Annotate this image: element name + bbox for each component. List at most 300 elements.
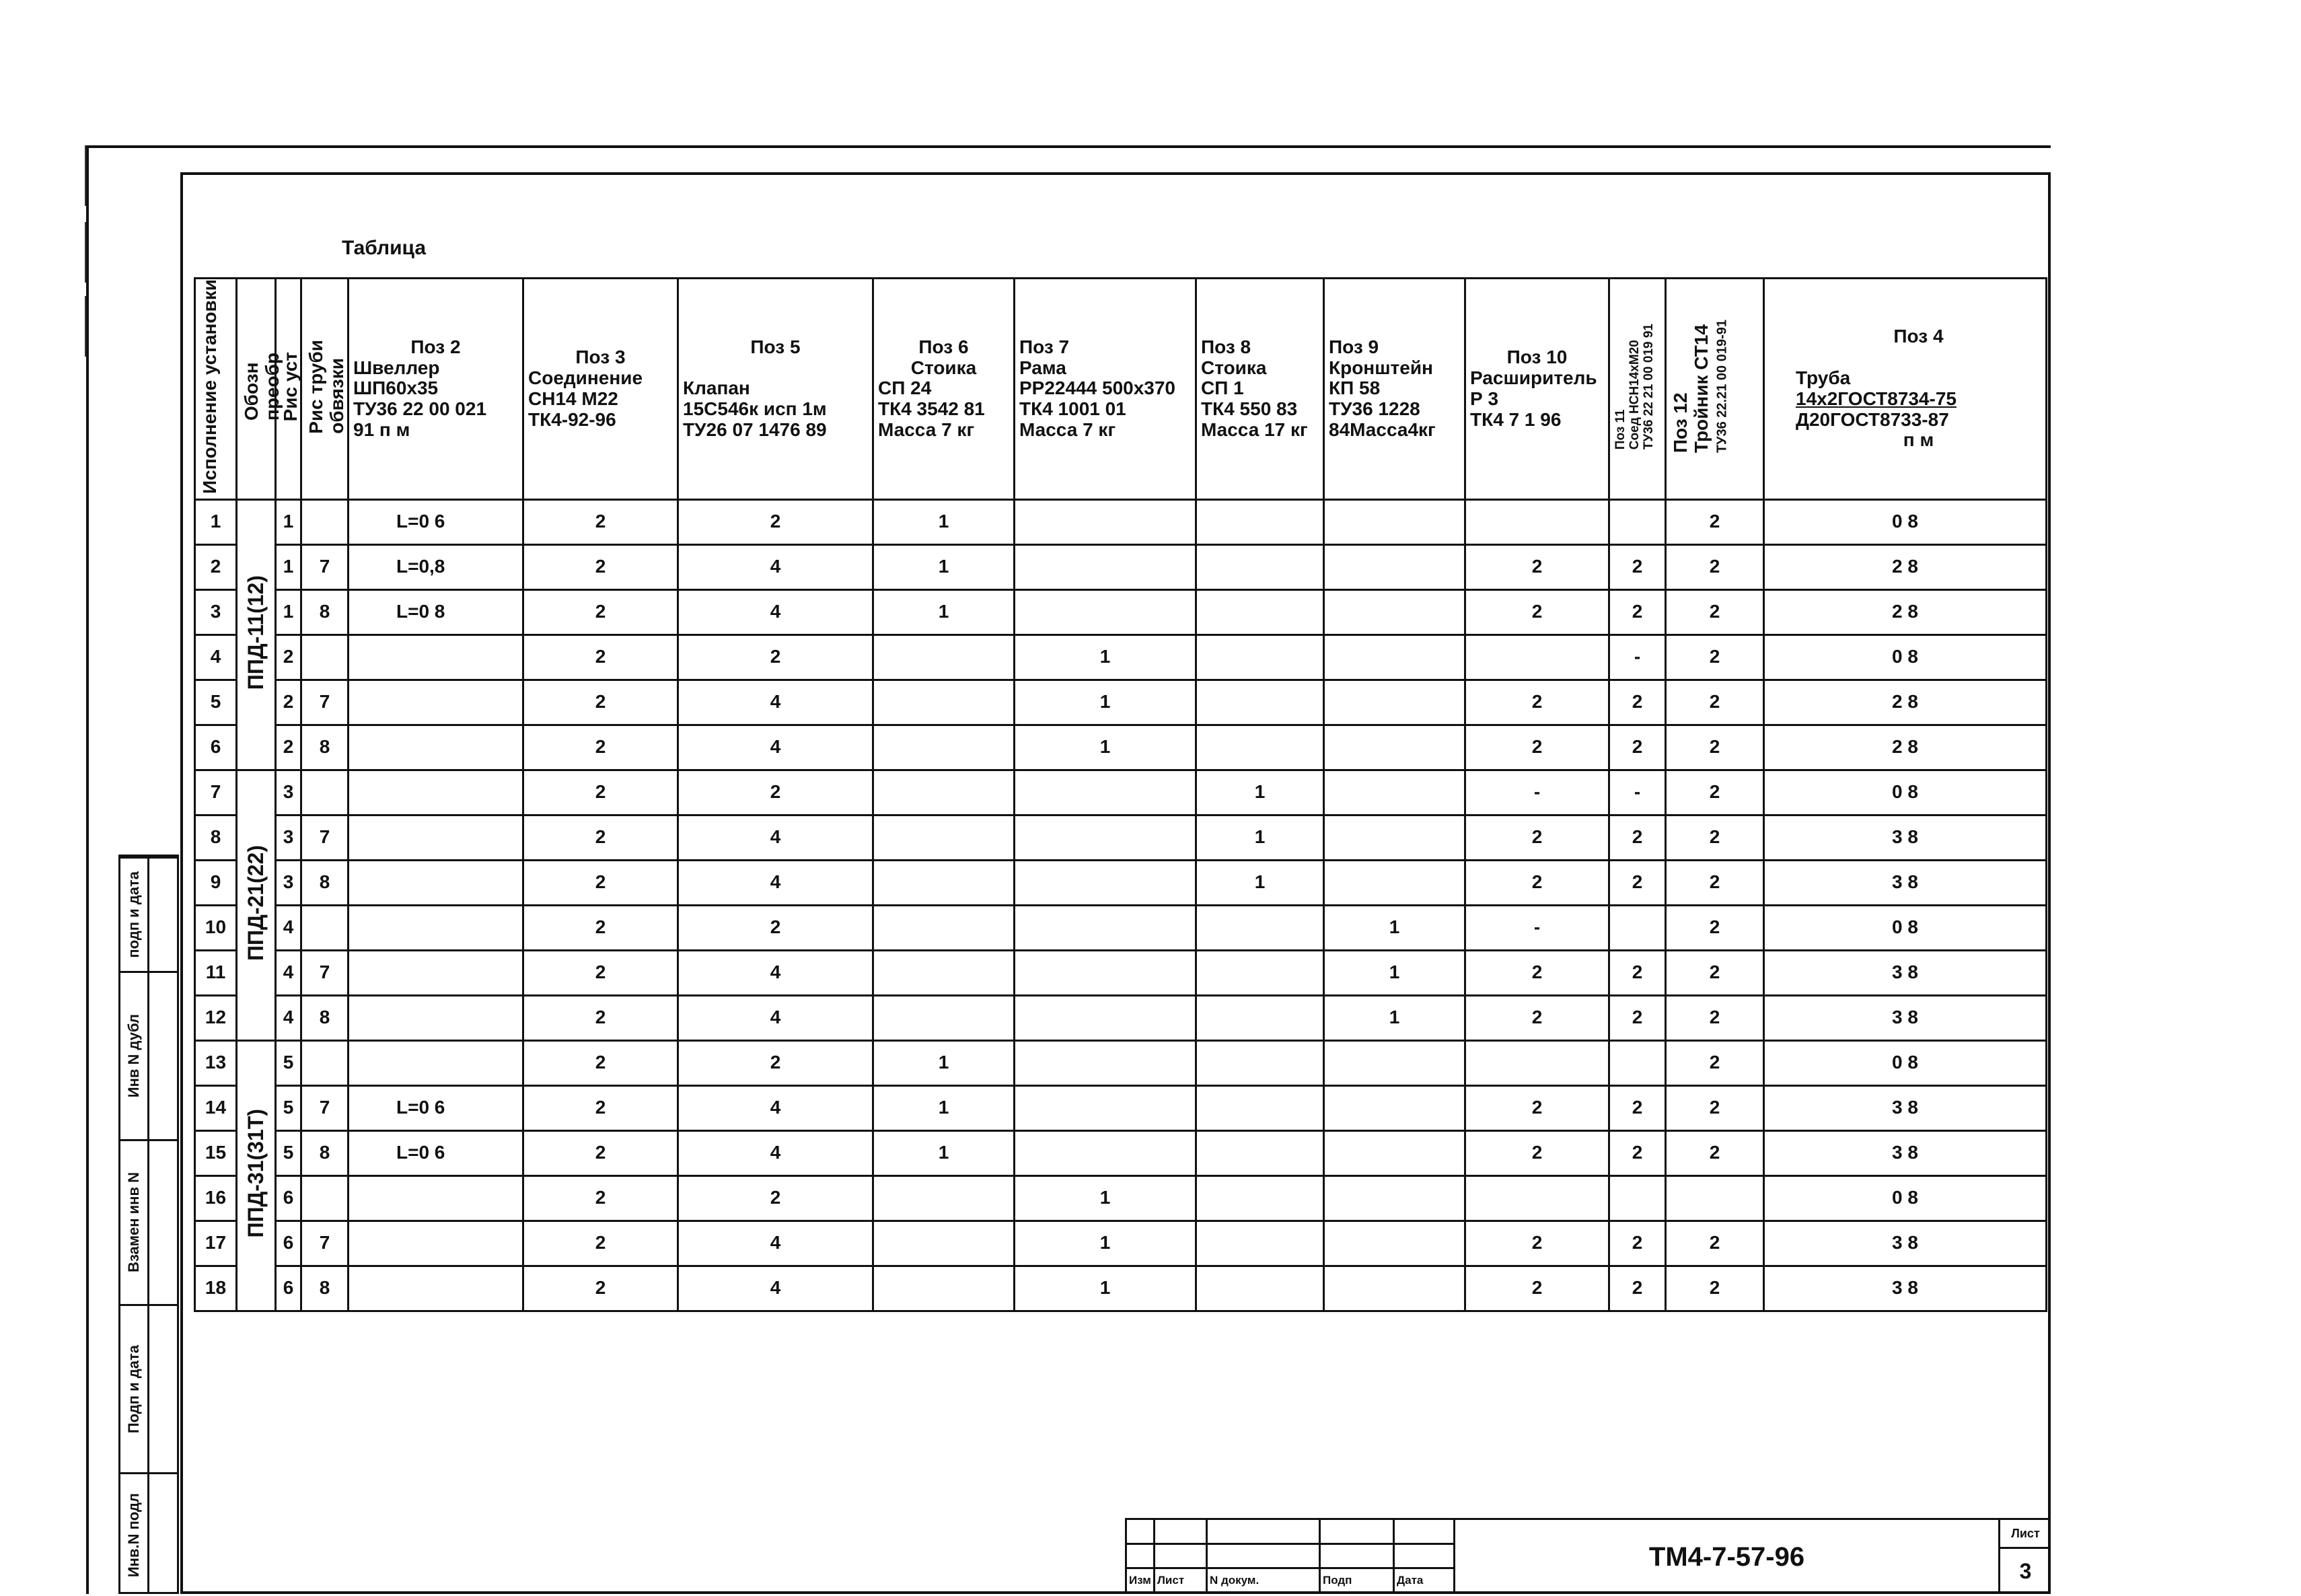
document-code: ТМ4-7-57-96 bbox=[1453, 1518, 1998, 1594]
cell-poz3: 2 bbox=[523, 1130, 678, 1175]
table-row bbox=[195, 1130, 2047, 1175]
cell-poz2 bbox=[349, 1040, 523, 1085]
cell-poz2 bbox=[349, 634, 523, 680]
table-body bbox=[195, 499, 2047, 1311]
cell-poz11: 2 bbox=[1609, 589, 1666, 634]
row-number: 10 bbox=[195, 905, 237, 950]
cell-poz5: 4 bbox=[678, 680, 873, 725]
cell-ris-ust: 5 bbox=[276, 1085, 301, 1130]
cell-poz7 bbox=[1015, 589, 1196, 634]
cell-poz7 bbox=[1015, 1130, 1196, 1175]
row-number: 17 bbox=[195, 1221, 237, 1266]
cell-poz8 bbox=[1196, 589, 1324, 634]
cell-poz12: 2 bbox=[1666, 1221, 1764, 1266]
margin-mark bbox=[85, 296, 86, 357]
cell-poz4: 2 8 bbox=[1764, 680, 2047, 725]
cell-ris-ust: 3 bbox=[276, 770, 301, 815]
cell-poz5: 4 bbox=[678, 544, 873, 589]
cell-poz4: 2 8 bbox=[1764, 725, 2047, 770]
header-poz4: Поз 4 Труба 14х2ГОСТ8734-75 Д20ГОСТ8733-87 п м bbox=[1764, 279, 2047, 500]
header-poz12: Поз 12 Тройник СТ14 ТУ36 22.21 00 019-91 bbox=[1666, 279, 1764, 500]
cell-poz7 bbox=[1015, 950, 1196, 995]
cell-poz11 bbox=[1609, 905, 1666, 950]
sheet-number-box bbox=[1998, 1518, 2051, 1594]
cell-poz3: 2 bbox=[523, 860, 678, 905]
cell-poz10: 2 bbox=[1465, 544, 1609, 589]
cell-poz9 bbox=[1324, 1221, 1465, 1266]
cell-ris-trub: 8 bbox=[301, 995, 349, 1040]
cell-poz5: 4 bbox=[678, 860, 873, 905]
cell-ris-ust: 6 bbox=[276, 1175, 301, 1221]
cell-poz9 bbox=[1324, 634, 1465, 680]
group-label: ППД-11(12) bbox=[237, 499, 276, 770]
cell-poz11: 2 bbox=[1609, 860, 1666, 905]
cell-poz11: 2 bbox=[1609, 950, 1666, 995]
cell-ris-trub: 8 bbox=[301, 589, 349, 634]
cell-poz7: 1 bbox=[1015, 1266, 1196, 1311]
cell-poz8 bbox=[1196, 1130, 1324, 1175]
row-number: 3 bbox=[195, 589, 237, 634]
table-row bbox=[195, 995, 2047, 1040]
table-row bbox=[195, 1266, 2047, 1311]
cell-poz8: 1 bbox=[1196, 860, 1324, 905]
header-poz9: Поз 9 Кронштейн КП 58 ТУ36 1228 84Масса4кг bbox=[1324, 279, 1465, 500]
cell-poz8: 1 bbox=[1196, 770, 1324, 815]
cell-poz7 bbox=[1015, 544, 1196, 589]
cell-poz12: 2 bbox=[1666, 770, 1764, 815]
cell-poz6 bbox=[873, 860, 1015, 905]
cell-poz6 bbox=[873, 634, 1015, 680]
cell-poz5: 4 bbox=[678, 589, 873, 634]
cell-poz6: 1 bbox=[873, 1040, 1015, 1085]
cell-poz3: 2 bbox=[523, 499, 678, 544]
cell-poz6 bbox=[873, 1221, 1015, 1266]
cell-poz6 bbox=[873, 680, 1015, 725]
cell-poz11: 2 bbox=[1609, 680, 1666, 725]
cell-ris-ust: 3 bbox=[276, 815, 301, 860]
header-ris-trub: Рис труби обвязки bbox=[301, 279, 349, 500]
margin-mark bbox=[85, 145, 86, 206]
cell-poz2 bbox=[349, 815, 523, 860]
cell-poz7 bbox=[1015, 1040, 1196, 1085]
cell-ris-trub: 7 bbox=[301, 1085, 349, 1130]
group-label: ППД-21(22) bbox=[237, 770, 276, 1040]
cell-ris-trub bbox=[301, 1175, 349, 1221]
cell-ris-ust: 2 bbox=[276, 725, 301, 770]
cell-poz3: 2 bbox=[523, 905, 678, 950]
cell-poz8 bbox=[1196, 1266, 1324, 1311]
cell-poz12: 2 bbox=[1666, 589, 1764, 634]
cell-poz5: 4 bbox=[678, 1130, 873, 1175]
cell-poz6: 1 bbox=[873, 1085, 1015, 1130]
cell-ris-trub bbox=[301, 770, 349, 815]
cell-poz9 bbox=[1324, 1266, 1465, 1311]
cell-ris-trub: 8 bbox=[301, 1130, 349, 1175]
cell-poz2 bbox=[349, 680, 523, 725]
cell-poz9: 1 bbox=[1324, 950, 1465, 995]
cell-poz8 bbox=[1196, 725, 1324, 770]
table-row bbox=[195, 589, 2047, 634]
cell-poz3: 2 bbox=[523, 1266, 678, 1311]
cell-poz12: 2 bbox=[1666, 544, 1764, 589]
cell-poz10: 2 bbox=[1465, 589, 1609, 634]
cell-poz10 bbox=[1465, 499, 1609, 544]
header-poz10: Поз 10 Расширитель Р 3 ТК4 7 1 96 bbox=[1465, 279, 1609, 500]
tb-cell bbox=[1394, 1519, 1455, 1544]
sheet-label: Лист bbox=[2000, 1520, 2051, 1549]
tb-cell bbox=[1126, 1544, 1155, 1568]
cell-poz8 bbox=[1196, 995, 1324, 1040]
cell-poz6 bbox=[873, 905, 1015, 950]
cell-ris-ust: 6 bbox=[276, 1266, 301, 1311]
table-row bbox=[195, 1175, 2047, 1221]
cell-poz2 bbox=[349, 995, 523, 1040]
cell-poz10: - bbox=[1465, 905, 1609, 950]
cell-poz9 bbox=[1324, 680, 1465, 725]
tb-cell bbox=[1155, 1519, 1207, 1544]
header-poz6: Поз 6 Стоика СП 24 ТК4 3542 81 Масса 7 кг bbox=[873, 279, 1015, 500]
cell-poz8 bbox=[1196, 1175, 1324, 1221]
cell-poz2: L=0 8 bbox=[349, 589, 523, 634]
cell-ris-trub: 7 bbox=[301, 544, 349, 589]
cell-poz4: 0 8 bbox=[1764, 1040, 2047, 1085]
cell-poz9 bbox=[1324, 770, 1465, 815]
cell-poz12: 2 bbox=[1666, 499, 1764, 544]
cell-poz12: 2 bbox=[1666, 1130, 1764, 1175]
title-block-grid bbox=[1125, 1518, 1455, 1594]
cell-poz9 bbox=[1324, 725, 1465, 770]
cell-poz10 bbox=[1465, 634, 1609, 680]
cell-poz12: 2 bbox=[1666, 905, 1764, 950]
cell-poz3: 2 bbox=[523, 950, 678, 995]
cell-poz5: 4 bbox=[678, 1266, 873, 1311]
cell-poz4: 0 8 bbox=[1764, 770, 2047, 815]
header-ispolnenie: Исполнение установки bbox=[195, 279, 237, 500]
cell-poz2 bbox=[349, 1221, 523, 1266]
cell-poz9 bbox=[1324, 589, 1465, 634]
tb-label-data: Дата bbox=[1394, 1568, 1455, 1593]
cell-poz3: 2 bbox=[523, 815, 678, 860]
cell-ris-trub: 7 bbox=[301, 1221, 349, 1266]
cell-poz4: 0 8 bbox=[1764, 634, 2047, 680]
header-oboznachenie: Обозн преобр bbox=[237, 279, 276, 500]
tb-label-izm: Изм bbox=[1126, 1568, 1155, 1593]
cell-poz12: 2 bbox=[1666, 1040, 1764, 1085]
cell-poz3: 2 bbox=[523, 725, 678, 770]
cell-poz9: 1 bbox=[1324, 995, 1465, 1040]
row-number: 9 bbox=[195, 860, 237, 905]
cell-poz5: 2 bbox=[678, 1175, 873, 1221]
cell-poz10: 2 bbox=[1465, 725, 1609, 770]
approval-sidebar bbox=[118, 855, 179, 1594]
cell-poz4: 0 8 bbox=[1764, 905, 2047, 950]
group-label: ППД-31(31Т) bbox=[237, 1040, 276, 1311]
cell-poz9 bbox=[1324, 815, 1465, 860]
cell-poz11 bbox=[1609, 1175, 1666, 1221]
cell-poz12 bbox=[1666, 1175, 1764, 1221]
cell-ris-trub: 8 bbox=[301, 860, 349, 905]
table-row bbox=[195, 815, 2047, 860]
cell-poz3: 2 bbox=[523, 634, 678, 680]
cell-poz10: 2 bbox=[1465, 995, 1609, 1040]
cell-poz7 bbox=[1015, 995, 1196, 1040]
cell-poz7: 1 bbox=[1015, 725, 1196, 770]
cell-poz12: 2 bbox=[1666, 860, 1764, 905]
cell-poz12: 2 bbox=[1666, 680, 1764, 725]
cell-poz3: 2 bbox=[523, 1221, 678, 1266]
cell-poz6: 1 bbox=[873, 499, 1015, 544]
cell-poz12: 2 bbox=[1666, 1266, 1764, 1311]
header-poz11: Поз 11 Соед НСН14хМ20 ТУ36 22 21 00 019 91 bbox=[1609, 279, 1666, 500]
table-row bbox=[195, 725, 2047, 770]
header-poz7: Поз 7 Рама РР22444 500х370 ТК4 1001 01 Масса 7 кг bbox=[1015, 279, 1196, 500]
sidebar-cell: подп и дата bbox=[120, 857, 177, 971]
row-number: 6 bbox=[195, 725, 237, 770]
cell-poz6 bbox=[873, 815, 1015, 860]
cell-poz7: 1 bbox=[1015, 1221, 1196, 1266]
cell-poz10: 2 bbox=[1465, 1085, 1609, 1130]
tb-cell bbox=[1155, 1544, 1207, 1568]
table-row bbox=[195, 544, 2047, 589]
sidebar-cell: Инв N дубл bbox=[120, 971, 177, 1139]
cell-ris-trub: 8 bbox=[301, 725, 349, 770]
cell-poz4: 2 8 bbox=[1764, 544, 2047, 589]
specification-table bbox=[194, 277, 2047, 1312]
cell-poz11: 2 bbox=[1609, 725, 1666, 770]
table-row bbox=[195, 1085, 2047, 1130]
cell-poz8 bbox=[1196, 499, 1324, 544]
header-poz2: Поз 2 Швеллер ШП60х35 ТУ36 22 00 021 91 п м bbox=[349, 279, 523, 500]
sidebar-cell: Подп и дата bbox=[120, 1304, 177, 1472]
cell-poz8 bbox=[1196, 1221, 1324, 1266]
cell-poz4: 0 8 bbox=[1764, 499, 2047, 544]
cell-poz6 bbox=[873, 725, 1015, 770]
cell-poz5: 4 bbox=[678, 725, 873, 770]
cell-ris-trub bbox=[301, 634, 349, 680]
row-number: 13 bbox=[195, 1040, 237, 1085]
cell-poz4: 3 8 bbox=[1764, 815, 2047, 860]
table-row bbox=[195, 1040, 2047, 1085]
cell-poz4: 2 8 bbox=[1764, 589, 2047, 634]
cell-poz5: 4 bbox=[678, 1085, 873, 1130]
cell-poz6 bbox=[873, 770, 1015, 815]
cell-poz7: 1 bbox=[1015, 680, 1196, 725]
cell-poz11: 2 bbox=[1609, 995, 1666, 1040]
cell-poz2 bbox=[349, 770, 523, 815]
row-number: 15 bbox=[195, 1130, 237, 1175]
cell-poz7 bbox=[1015, 815, 1196, 860]
cell-poz11: 2 bbox=[1609, 1221, 1666, 1266]
cell-poz3: 2 bbox=[523, 544, 678, 589]
cell-poz8 bbox=[1196, 1040, 1324, 1085]
cell-poz6 bbox=[873, 1175, 1015, 1221]
tb-cell bbox=[1207, 1544, 1320, 1568]
cell-ris-trub bbox=[301, 905, 349, 950]
cell-poz5: 2 bbox=[678, 634, 873, 680]
cell-poz9 bbox=[1324, 1130, 1465, 1175]
tb-cell bbox=[1394, 1544, 1455, 1568]
tb-label-ndokum: N докум. bbox=[1207, 1568, 1320, 1593]
row-number: 1 bbox=[195, 499, 237, 544]
sidebar-cell: Инв.N подл bbox=[120, 1472, 177, 1596]
cell-ris-ust: 3 bbox=[276, 860, 301, 905]
cell-ris-ust: 4 bbox=[276, 995, 301, 1040]
tb-cell bbox=[1320, 1519, 1394, 1544]
cell-poz7 bbox=[1015, 1085, 1196, 1130]
cell-poz5: 4 bbox=[678, 995, 873, 1040]
cell-poz5: 2 bbox=[678, 1040, 873, 1085]
cell-ris-ust: 6 bbox=[276, 1221, 301, 1266]
cell-poz12: 2 bbox=[1666, 634, 1764, 680]
cell-poz7 bbox=[1015, 770, 1196, 815]
table-row bbox=[195, 1221, 2047, 1266]
tb-cell bbox=[1207, 1519, 1320, 1544]
table-row bbox=[195, 905, 2047, 950]
cell-ris-ust: 2 bbox=[276, 680, 301, 725]
tb-cell bbox=[1320, 1544, 1394, 1568]
cell-poz6: 1 bbox=[873, 1130, 1015, 1175]
cell-poz8 bbox=[1196, 950, 1324, 995]
cell-ris-trub: 7 bbox=[301, 950, 349, 995]
cell-ris-ust: 5 bbox=[276, 1130, 301, 1175]
cell-poz6 bbox=[873, 950, 1015, 995]
margin-mark bbox=[85, 222, 86, 283]
cell-poz10 bbox=[1465, 1040, 1609, 1085]
cell-poz2: L=0,8 bbox=[349, 544, 523, 589]
cell-poz7: 1 bbox=[1015, 1175, 1196, 1221]
cell-poz4: 0 8 bbox=[1764, 1175, 2047, 1221]
row-number: 18 bbox=[195, 1266, 237, 1311]
cell-poz9 bbox=[1324, 860, 1465, 905]
row-number: 7 bbox=[195, 770, 237, 815]
cell-poz8: 1 bbox=[1196, 815, 1324, 860]
cell-poz10: 2 bbox=[1465, 950, 1609, 995]
cell-ris-ust: 1 bbox=[276, 499, 301, 544]
cell-poz10: 2 bbox=[1465, 1266, 1609, 1311]
sidebar-cell: Взамен инв N bbox=[120, 1139, 177, 1304]
cell-ris-ust: 1 bbox=[276, 544, 301, 589]
row-number: 11 bbox=[195, 950, 237, 995]
row-number: 16 bbox=[195, 1175, 237, 1221]
cell-poz5: 2 bbox=[678, 770, 873, 815]
cell-poz4: 3 8 bbox=[1764, 1085, 2047, 1130]
table-caption: Таблица bbox=[342, 237, 427, 259]
cell-ris-trub: 8 bbox=[301, 1266, 349, 1311]
cell-poz4: 3 8 bbox=[1764, 1130, 2047, 1175]
tb-label-podp: Подп bbox=[1320, 1568, 1394, 1593]
row-number: 5 bbox=[195, 680, 237, 725]
cell-poz6: 1 bbox=[873, 589, 1015, 634]
table-header-row bbox=[195, 279, 2047, 500]
cell-poz7 bbox=[1015, 499, 1196, 544]
cell-poz8 bbox=[1196, 680, 1324, 725]
cell-poz11: 2 bbox=[1609, 815, 1666, 860]
cell-poz11 bbox=[1609, 499, 1666, 544]
tb-label-list: Лист bbox=[1155, 1568, 1207, 1593]
cell-ris-ust: 5 bbox=[276, 1040, 301, 1085]
cell-poz3: 2 bbox=[523, 770, 678, 815]
cell-ris-ust: 4 bbox=[276, 905, 301, 950]
cell-poz5: 4 bbox=[678, 815, 873, 860]
row-number: 4 bbox=[195, 634, 237, 680]
cell-ris-trub: 7 bbox=[301, 680, 349, 725]
cell-poz8 bbox=[1196, 905, 1324, 950]
table-row bbox=[195, 680, 2047, 725]
sheet-number: 3 bbox=[2019, 1559, 2032, 1583]
row-number: 8 bbox=[195, 815, 237, 860]
cell-poz7 bbox=[1015, 860, 1196, 905]
cell-poz9 bbox=[1324, 1175, 1465, 1221]
row-number: 2 bbox=[195, 544, 237, 589]
cell-poz11: 2 bbox=[1609, 1130, 1666, 1175]
cell-poz10 bbox=[1465, 1175, 1609, 1221]
cell-poz3: 2 bbox=[523, 1175, 678, 1221]
cell-poz8 bbox=[1196, 544, 1324, 589]
cell-poz2 bbox=[349, 725, 523, 770]
cell-poz10: 2 bbox=[1465, 680, 1609, 725]
cell-poz3: 2 bbox=[523, 1085, 678, 1130]
row-number: 12 bbox=[195, 995, 237, 1040]
cell-poz8 bbox=[1196, 1085, 1324, 1130]
cell-poz2 bbox=[349, 905, 523, 950]
cell-poz7: 1 bbox=[1015, 634, 1196, 680]
table-row bbox=[195, 499, 2047, 544]
cell-poz4: 3 8 bbox=[1764, 860, 2047, 905]
cell-poz11: 2 bbox=[1609, 1085, 1666, 1130]
cell-poz6 bbox=[873, 1266, 1015, 1311]
cell-poz2: L=0 6 bbox=[349, 1085, 523, 1130]
cell-poz3: 2 bbox=[523, 1040, 678, 1085]
cell-poz3: 2 bbox=[523, 589, 678, 634]
cell-poz2 bbox=[349, 1266, 523, 1311]
cell-poz2 bbox=[349, 860, 523, 905]
cell-ris-ust: 1 bbox=[276, 589, 301, 634]
cell-ris-trub bbox=[301, 499, 349, 544]
cell-poz5: 2 bbox=[678, 499, 873, 544]
cell-poz5: 2 bbox=[678, 905, 873, 950]
cell-poz6: 1 bbox=[873, 544, 1015, 589]
cell-ris-ust: 4 bbox=[276, 950, 301, 995]
cell-poz10: 2 bbox=[1465, 860, 1609, 905]
cell-poz12: 2 bbox=[1666, 725, 1764, 770]
table-row bbox=[195, 860, 2047, 905]
row-number: 14 bbox=[195, 1085, 237, 1130]
header-poz3: Поз 3 Соединение СН14 М22 ТК4-92-96 bbox=[523, 279, 678, 500]
cell-poz12: 2 bbox=[1666, 995, 1764, 1040]
cell-poz2: L=0 6 bbox=[349, 499, 523, 544]
cell-poz3: 2 bbox=[523, 680, 678, 725]
cell-poz2 bbox=[349, 1175, 523, 1221]
cell-poz9 bbox=[1324, 544, 1465, 589]
cell-ris-ust: 2 bbox=[276, 634, 301, 680]
cell-poz8 bbox=[1196, 634, 1324, 680]
cell-poz5: 4 bbox=[678, 1221, 873, 1266]
cell-poz11: 2 bbox=[1609, 544, 1666, 589]
cell-poz12: 2 bbox=[1666, 815, 1764, 860]
cell-ris-trub bbox=[301, 1040, 349, 1085]
cell-poz5: 4 bbox=[678, 950, 873, 995]
cell-poz4: 3 8 bbox=[1764, 1221, 2047, 1266]
cell-poz3: 2 bbox=[523, 995, 678, 1040]
cell-poz4: 3 8 bbox=[1764, 950, 2047, 995]
cell-poz2: L=0 6 bbox=[349, 1130, 523, 1175]
header-poz8: Поз 8 Стоика СП 1 ТК4 550 83 Масса 17 кг bbox=[1196, 279, 1324, 500]
cell-poz10: 2 bbox=[1465, 815, 1609, 860]
table-row bbox=[195, 634, 2047, 680]
cell-poz6 bbox=[873, 995, 1015, 1040]
table-row bbox=[195, 950, 2047, 995]
cell-poz9 bbox=[1324, 499, 1465, 544]
